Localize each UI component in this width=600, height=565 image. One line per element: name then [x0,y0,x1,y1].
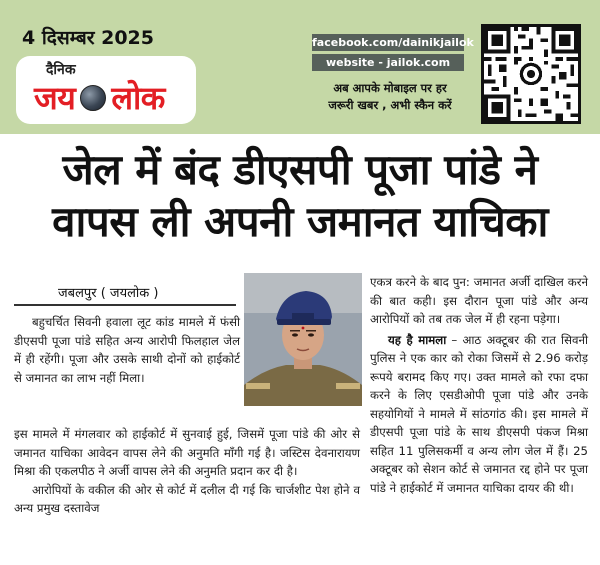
facebook-link[interactable]: facebook.com/dainikjailok [312,36,474,49]
social-links [312,34,474,74]
qr-pattern [484,27,578,121]
paragraph-intro: बहुचर्चित सिवनी हवाला लूट कांड मामले में फंसी डीएसपी पूजा पांडे सहित अन्य आरोपी फिलहाल जेल में ही रहेंगी। पूजा और उसके साथी दोनों को हाईकोर्ट से जमानत का लाभ नहीं मिला। [14,315,240,385]
scan-line-2: जरूरी खबर , अभी स्कैन करें [328,98,452,112]
headline-line-1: जेल में बंद डीएसपी पूजा पांडे ने [62,145,538,194]
paragraph-lawyer: आरोपियों के वकील की ओर से कोर्ट में दलील दी गई कि चार्जशीट पेश होने व अन्य प्रमुख दस्तावेज [14,482,360,515]
paragraph-case-details: – आठ अक्टूबर की रात सिवनी पुलिस ने एक कार को रोका जिसमें से 2.96 करोड़ रूपये बरामद किए गए। उक्त मामले को रफा दफा करने के लिए एसडीओपी पूजा पांडे और उनके सहयोगियों ने मामले में सांठगांठ की। इस मामले में डीएसपी पूजा पांडे के साथ डीएसपी पंकज मिश्रा सहित 11 पुलिसकर्मी व अन्य लोग जेल में हैं। 25 अक्टूबर को सेशन कोर्ट से जमानत रद्द होने पर पूजा पांडे ने हाईकोर्ट में जमानत याचिका दायर की थी। [370,332,588,495]
logo-prefix: दैनिक [46,62,76,78]
issue-date: 4 दिसम्बर 2025 [22,27,154,49]
article-column-left-bottom [14,425,360,518]
scan-line-1: अब आपके मोबाइल पर हर [333,81,447,95]
article-column-right [370,273,588,497]
headline [0,144,600,248]
website-link[interactable]: website - jailok.com [312,54,464,71]
headline-line-2: वापस ली अपनी जमानत याचिका [52,197,548,246]
paragraph-continuation: एकत्र करने के बाद पुन: जमानत अर्जी दाखिल करने की बात कही। इस दौरान पूजा पांडे और अन्य आरोपियों को तब तक जेल में ही रहना पड़ेगा। [370,275,588,326]
article-column-left-top [14,313,240,387]
dateline-rule [14,304,236,306]
globe-icon [80,85,106,111]
paragraph-hearing: इस मामले में मंगलवार को हाईकोर्ट में सुनवाई हुई, जिसमें पूजा पांडे की ओर से जमानत याचिका आवेदन वापस लेने की अनुमति माँगी गई है। जस्टिस देवनारायण मिश्रा की एकलपीठ ने अर्जी वापस लेने की अनुमति प्रदान कर दी है। [14,427,360,478]
masthead [0,0,600,134]
scan-prompt [310,80,470,114]
dateline: जबलपुर ( जयलोक ) [58,286,159,301]
logo-left-word: जय [34,79,76,117]
portrait-illustration [244,273,362,406]
section-lead: यह है मामला [388,332,447,347]
newspaper-logo[interactable] [16,56,196,124]
logo-wordmark [34,76,165,119]
officer-photo [244,273,362,406]
logo-right-word: लोक [111,79,165,117]
qr-code-icon[interactable] [481,24,581,124]
